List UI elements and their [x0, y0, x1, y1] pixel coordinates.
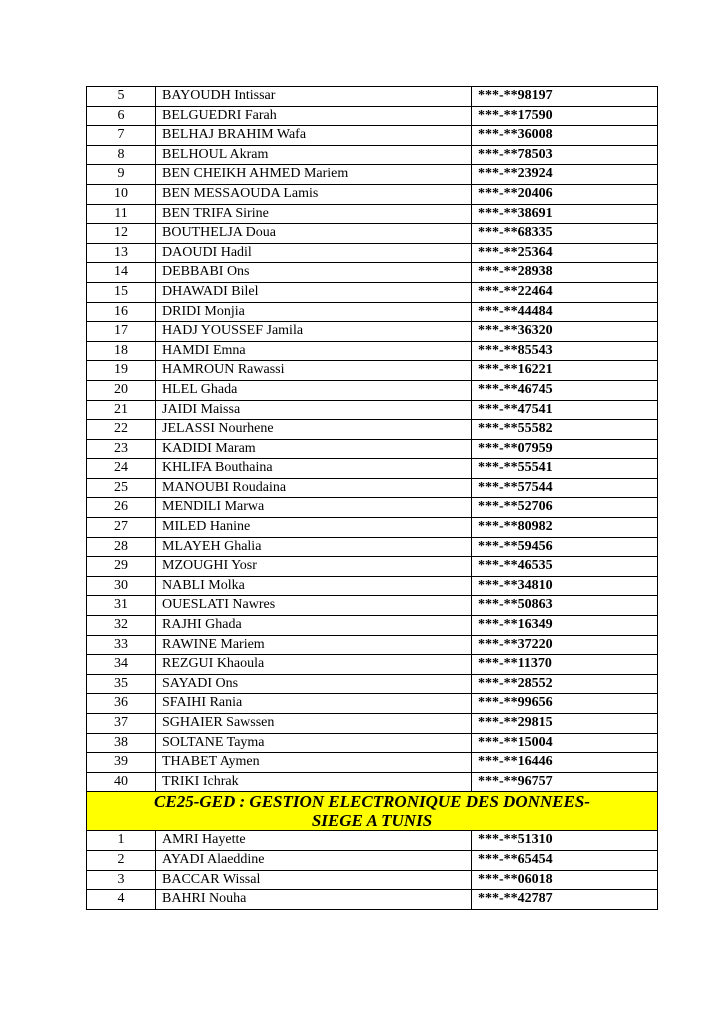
row-number: 15 — [87, 282, 156, 302]
row-number: 40 — [87, 772, 156, 792]
table-row — [87, 282, 658, 302]
table-row — [87, 263, 658, 283]
table-row — [87, 322, 658, 342]
row-id: ***-**15004 — [472, 733, 658, 753]
row-id: ***-**59456 — [472, 537, 658, 557]
row-number: 20 — [87, 380, 156, 400]
row-name: TRIKI Ichrak — [156, 772, 472, 792]
row-name: BELHOUL Akram — [156, 145, 472, 165]
row-id: ***-**28938 — [472, 263, 658, 283]
row-number: 32 — [87, 616, 156, 636]
row-id: ***-**34810 — [472, 576, 658, 596]
row-name: RAJHI Ghada — [156, 616, 472, 636]
row-number: 10 — [87, 184, 156, 204]
row-name: SFAIHI Rania — [156, 694, 472, 714]
row-number: 3 — [87, 870, 156, 890]
row-number: 30 — [87, 576, 156, 596]
row-name: SAYADI Ons — [156, 674, 472, 694]
row-id: ***-**42787 — [472, 890, 658, 910]
row-name: JELASSI Nourhene — [156, 420, 472, 440]
row-name: OUESLATI Nawres — [156, 596, 472, 616]
row-id: ***-**16349 — [472, 616, 658, 636]
row-number: 24 — [87, 459, 156, 479]
row-number: 4 — [87, 890, 156, 910]
table-row — [87, 87, 658, 107]
row-number: 37 — [87, 714, 156, 734]
row-name: BELGUEDRI Farah — [156, 106, 472, 126]
table-body-bottom — [87, 831, 658, 909]
row-id: ***-**25364 — [472, 243, 658, 263]
table-row — [87, 302, 658, 322]
table-row — [87, 498, 658, 518]
row-id: ***-**80982 — [472, 518, 658, 538]
row-name: HLEL Ghada — [156, 380, 472, 400]
table-row — [87, 126, 658, 146]
table-row — [87, 655, 658, 675]
row-id: ***-**50863 — [472, 596, 658, 616]
row-number: 39 — [87, 753, 156, 773]
row-number: 13 — [87, 243, 156, 263]
row-name: HADJ YOUSSEF Jamila — [156, 322, 472, 342]
table-row — [87, 400, 658, 420]
table-row — [87, 184, 658, 204]
table-row — [87, 204, 658, 224]
table-row — [87, 772, 658, 792]
row-id: ***-**36008 — [472, 126, 658, 146]
table-row — [87, 380, 658, 400]
table-row — [87, 694, 658, 714]
row-id: ***-**20406 — [472, 184, 658, 204]
row-id: ***-**99656 — [472, 694, 658, 714]
row-number: 29 — [87, 557, 156, 577]
row-number: 12 — [87, 224, 156, 244]
row-id: ***-**85543 — [472, 341, 658, 361]
row-id: ***-**55541 — [472, 459, 658, 479]
table-row — [87, 361, 658, 381]
row-id: ***-**65454 — [472, 850, 658, 870]
row-number: 21 — [87, 400, 156, 420]
row-id: ***-**46745 — [472, 380, 658, 400]
table-row — [87, 596, 658, 616]
row-number: 25 — [87, 478, 156, 498]
row-id: ***-**23924 — [472, 165, 658, 185]
table-row — [87, 478, 658, 498]
row-number: 26 — [87, 498, 156, 518]
row-id: ***-**29815 — [472, 714, 658, 734]
row-name: HAMROUN Rawassi — [156, 361, 472, 381]
table-row — [87, 145, 658, 165]
row-name: KADIDI Maram — [156, 439, 472, 459]
table-row — [87, 635, 658, 655]
row-id: ***-**07959 — [472, 439, 658, 459]
row-name: DRIDI Monjia — [156, 302, 472, 322]
section-header-row — [87, 792, 658, 831]
row-name: MZOUGHI Yosr — [156, 557, 472, 577]
row-name: HAMDI Emna — [156, 341, 472, 361]
row-name: BEN MESSAOUDA Lamis — [156, 184, 472, 204]
row-name: BACCAR Wissal — [156, 870, 472, 890]
table-row — [87, 243, 658, 263]
table-row — [87, 753, 658, 773]
row-id: ***-**36320 — [472, 322, 658, 342]
table-row — [87, 459, 658, 479]
row-name: THABET Aymen — [156, 753, 472, 773]
section-header-body — [87, 792, 658, 831]
row-number: 6 — [87, 106, 156, 126]
table-row — [87, 106, 658, 126]
table-row — [87, 518, 658, 538]
row-number: 17 — [87, 322, 156, 342]
table-row — [87, 576, 658, 596]
row-name: SOLTANE Tayma — [156, 733, 472, 753]
row-number: 27 — [87, 518, 156, 538]
row-name: BAYOUDH Intissar — [156, 87, 472, 107]
row-id: ***-**44484 — [472, 302, 658, 322]
table-row — [87, 733, 658, 753]
row-name: REZGUI Khaoula — [156, 655, 472, 675]
table-body-top — [87, 87, 658, 792]
row-id: ***-**06018 — [472, 870, 658, 890]
row-name: DHAWADI Bilel — [156, 282, 472, 302]
row-number: 19 — [87, 361, 156, 381]
row-name: BEN CHEIKH AHMED Mariem — [156, 165, 472, 185]
table-row — [87, 420, 658, 440]
row-name: AMRI Hayette — [156, 831, 472, 851]
row-id: ***-**16446 — [472, 753, 658, 773]
table-row — [87, 714, 658, 734]
row-name: BAHRI Nouha — [156, 890, 472, 910]
row-number: 36 — [87, 694, 156, 714]
row-number: 23 — [87, 439, 156, 459]
row-name: BOUTHELJA Doua — [156, 224, 472, 244]
row-number: 18 — [87, 341, 156, 361]
row-id: ***-**28552 — [472, 674, 658, 694]
row-id: ***-**96757 — [472, 772, 658, 792]
row-name: MLAYEH Ghalia — [156, 537, 472, 557]
row-id: ***-**37220 — [472, 635, 658, 655]
row-name: RAWINE Mariem — [156, 635, 472, 655]
row-name: JAIDI Maissa — [156, 400, 472, 420]
row-number: 31 — [87, 596, 156, 616]
row-number: 1 — [87, 831, 156, 851]
row-name: MANOUBI Roudaina — [156, 478, 472, 498]
row-id: ***-**46535 — [472, 557, 658, 577]
table-row — [87, 537, 658, 557]
row-id: ***-**17590 — [472, 106, 658, 126]
table-row — [87, 341, 658, 361]
row-name: BELHAJ BRAHIM Wafa — [156, 126, 472, 146]
row-number: 34 — [87, 655, 156, 675]
row-id: ***-**11370 — [472, 655, 658, 675]
row-number: 14 — [87, 263, 156, 283]
row-name: DEBBABI Ons — [156, 263, 472, 283]
row-number: 9 — [87, 165, 156, 185]
row-number: 7 — [87, 126, 156, 146]
candidate-table — [86, 86, 658, 910]
row-number: 2 — [87, 850, 156, 870]
row-id: ***-**47541 — [472, 400, 658, 420]
table-row — [87, 165, 658, 185]
row-id: ***-**38691 — [472, 204, 658, 224]
table-row — [87, 616, 658, 636]
section-title: CE25-GED : GESTION ELECTRONIQUE DES DONNEES- SIEGE A TUNIS — [87, 792, 658, 831]
row-name: MENDILI Marwa — [156, 498, 472, 518]
row-id: ***-**55582 — [472, 420, 658, 440]
table-row — [87, 224, 658, 244]
row-name: DAOUDI Hadil — [156, 243, 472, 263]
row-number: 11 — [87, 204, 156, 224]
row-id: ***-**98197 — [472, 87, 658, 107]
row-id: ***-**68335 — [472, 224, 658, 244]
row-number: 8 — [87, 145, 156, 165]
row-name: AYADI Alaeddine — [156, 850, 472, 870]
row-id: ***-**57544 — [472, 478, 658, 498]
row-number: 5 — [87, 87, 156, 107]
row-number: 28 — [87, 537, 156, 557]
row-id: ***-**16221 — [472, 361, 658, 381]
row-name: BEN TRIFA Sirine — [156, 204, 472, 224]
table-row — [87, 557, 658, 577]
table-row — [87, 870, 658, 890]
row-name: SGHAIER Sawssen — [156, 714, 472, 734]
table-row — [87, 850, 658, 870]
row-number: 33 — [87, 635, 156, 655]
row-id: ***-**22464 — [472, 282, 658, 302]
row-number: 35 — [87, 674, 156, 694]
row-number: 16 — [87, 302, 156, 322]
row-id: ***-**52706 — [472, 498, 658, 518]
row-name: KHLIFA Bouthaina — [156, 459, 472, 479]
table-row — [87, 890, 658, 910]
table-row — [87, 439, 658, 459]
table-row — [87, 674, 658, 694]
row-number: 22 — [87, 420, 156, 440]
row-id: ***-**51310 — [472, 831, 658, 851]
row-id: ***-**78503 — [472, 145, 658, 165]
table-row — [87, 831, 658, 851]
row-name: NABLI Molka — [156, 576, 472, 596]
row-number: 38 — [87, 733, 156, 753]
row-name: MILED Hanine — [156, 518, 472, 538]
